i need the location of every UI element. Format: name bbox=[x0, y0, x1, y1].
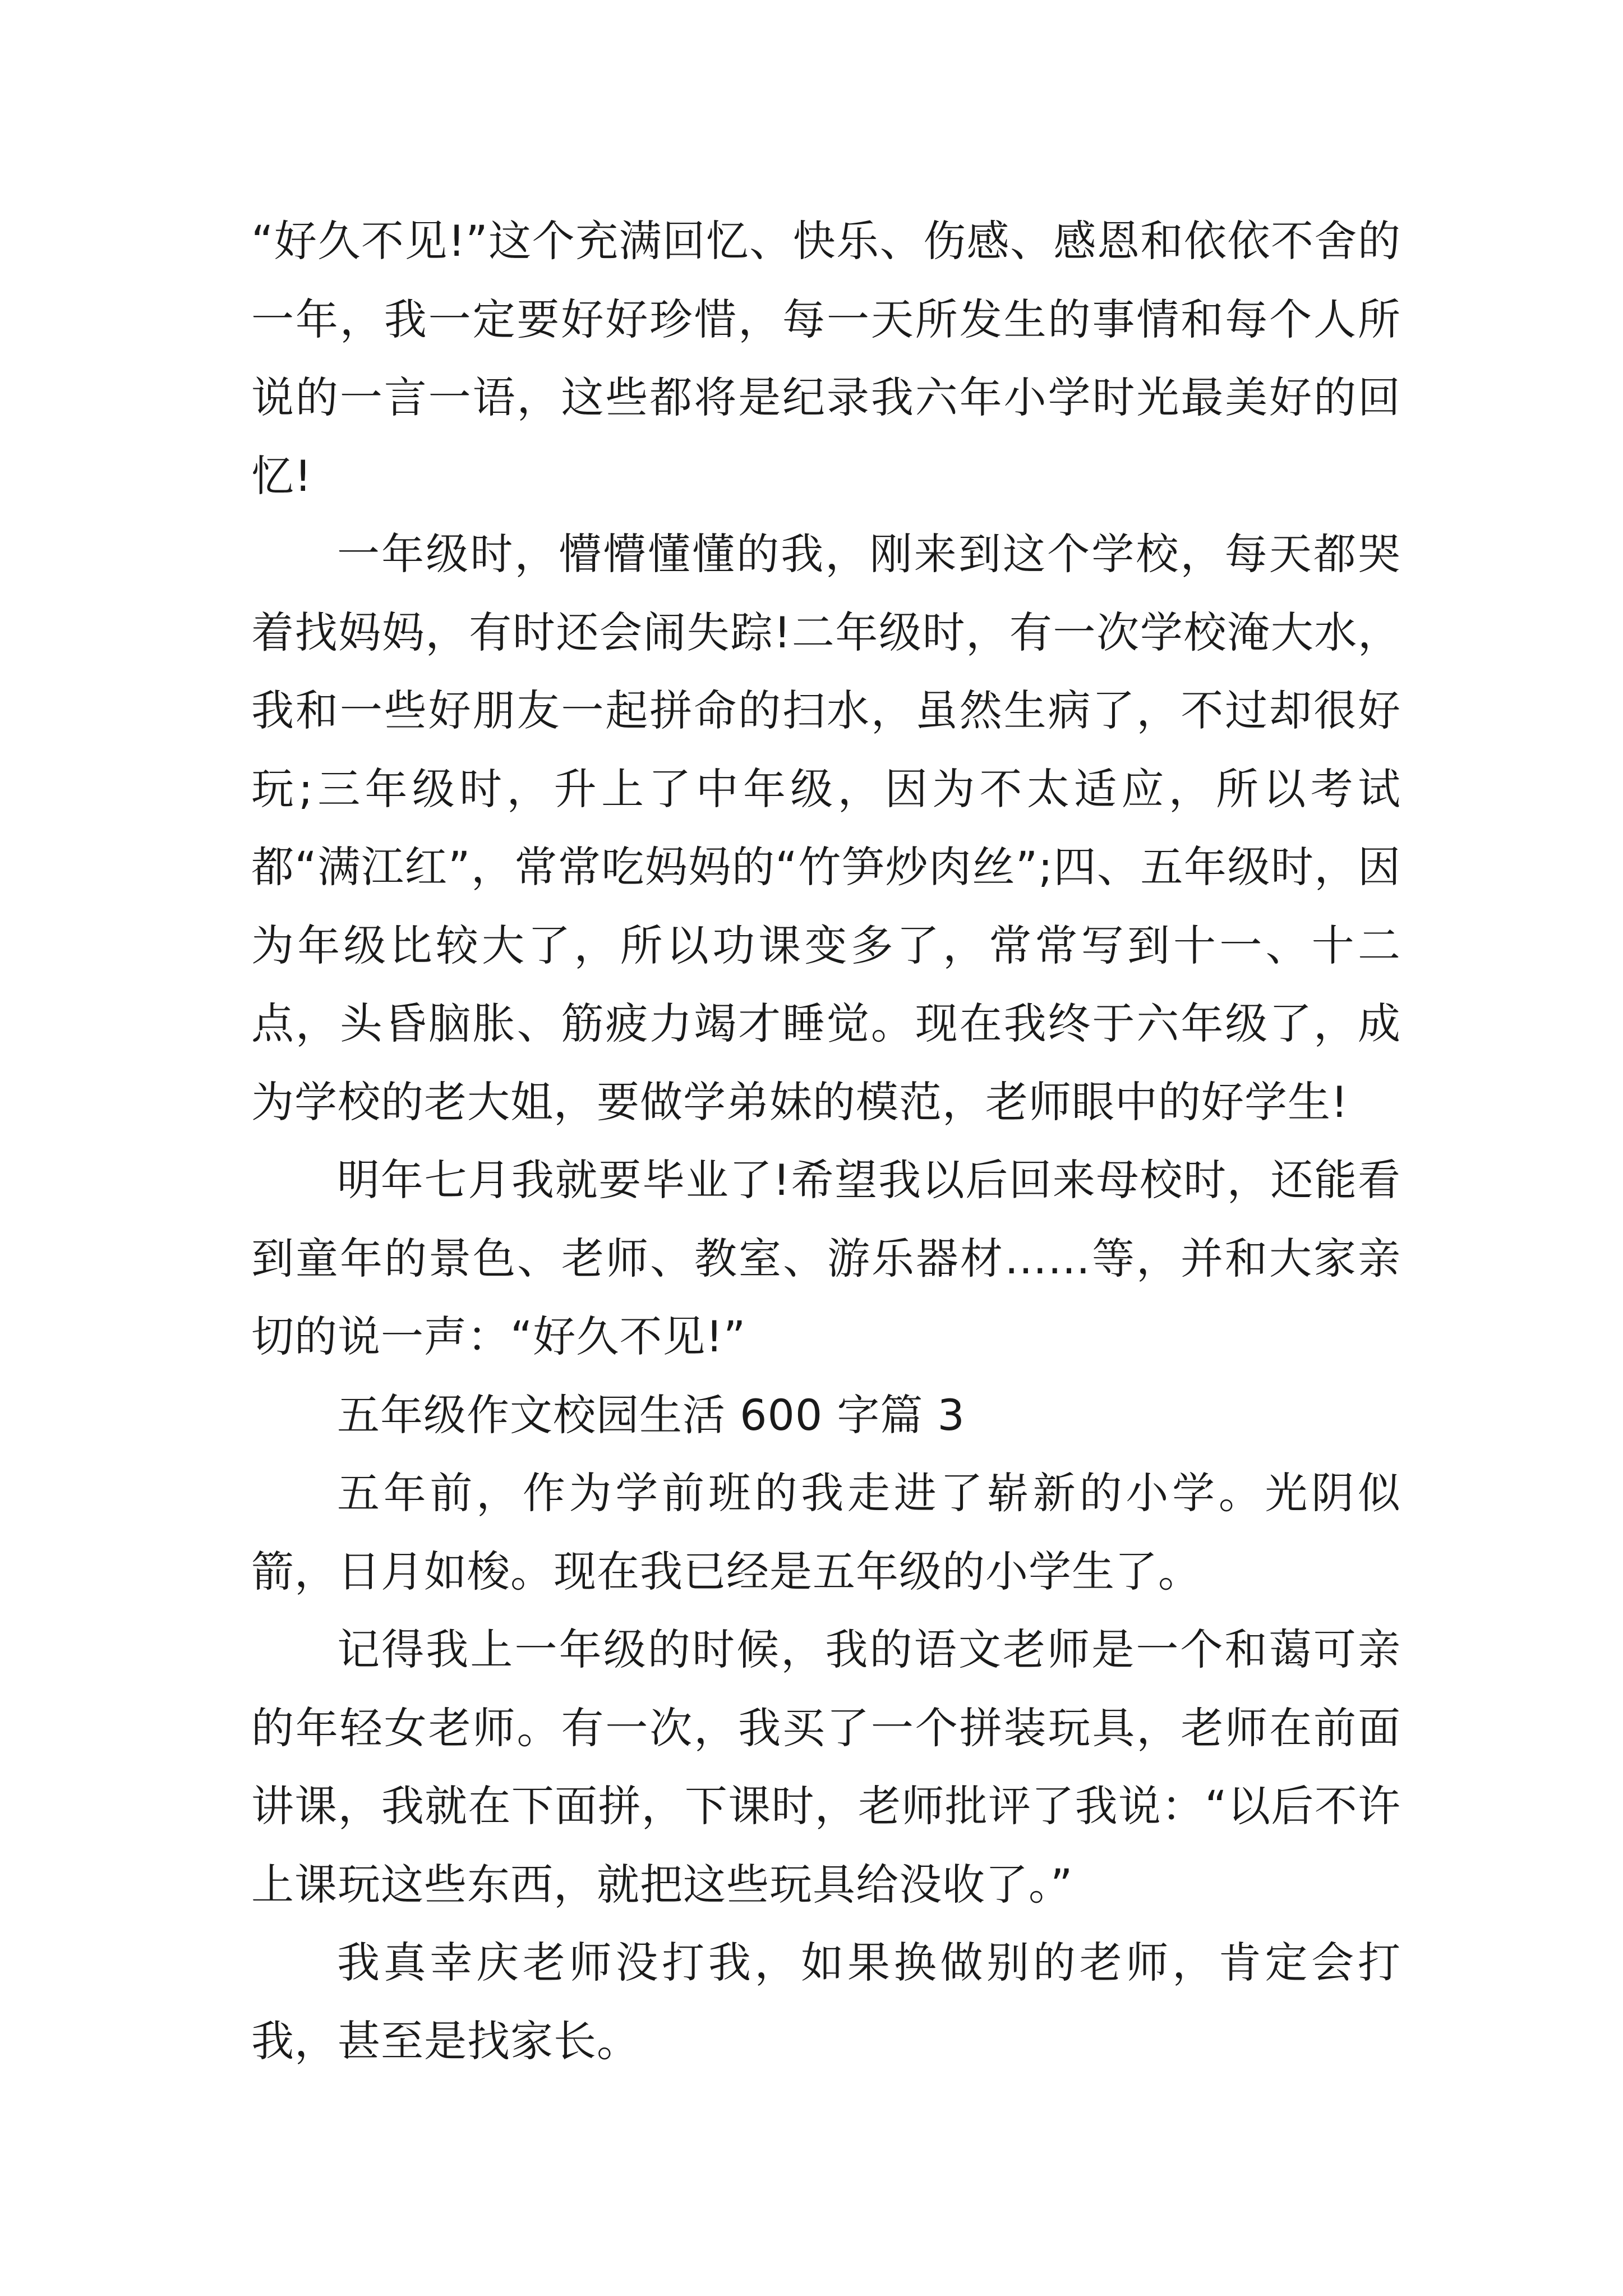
document-body bbox=[251, 202, 1401, 2080]
paragraph-opening: “好久不见!”这个充满回忆、快乐、伤感、感恩和依依不舍的一年，我一定要好好珍惜，每一天所发生的事情和每个人所说的一言一语，这些都将是纪录我六年小学时光最美好的回忆! bbox=[251, 216, 1401, 501]
paragraph-grades-memories: 一年级时，懵懵懂懂的我，刚来到这个学校，每天都哭着找妈妈，有时还会闹失踪!二年级时，有一次学校淹大水，我和一些好朋友一起拼命的扫水，虽然生病了，不过却很好玩;三年级时，升上了中年级，因为不太适应，所以考试都“满江红”，常常吃妈妈的“竹笋炒肉丝”;四、五年级时，因为年级比较大了，所以功课变多了，常常写到十一、十二点，头昏脑胀、筋疲力竭才睡觉。现在我终于六年级了，成为学校的老大姐，要做学弟妹的模范，老师眼中的好学生! bbox=[251, 529, 1401, 1127]
paragraph-lucky: 我真幸庆老师没打我，如果换做别的老师，肯定会打我，甚至是找家长。 bbox=[251, 1938, 1401, 2066]
paragraph-five-years-ago: 五年前，作为学前班的我走进了崭新的小学。光阴似箭，日月如梭。现在我已经是五年级的小学生了。 bbox=[251, 1468, 1401, 1596]
paragraph-graduation: 明年七月我就要毕业了!希望我以后回来母校时，还能看到童年的景色、老师、教室、游乐器材……等，并和大家亲切的说一声：“好久不见!” bbox=[251, 1155, 1401, 1361]
section-heading: 五年级作文校园生活 600 字篇 3 bbox=[337, 1389, 965, 1440]
paragraph-first-grade-teacher: 记得我上一年级的时候，我的语文老师是一个和蔼可亲的年轻女老师。有一次，我买了一个拼装玩具，老师在前面讲课，我就在下面拼，下课时，老师批评了我说：“以后不许上课玩这些东西，就把这些玩具给没收了。” bbox=[251, 1625, 1401, 1910]
